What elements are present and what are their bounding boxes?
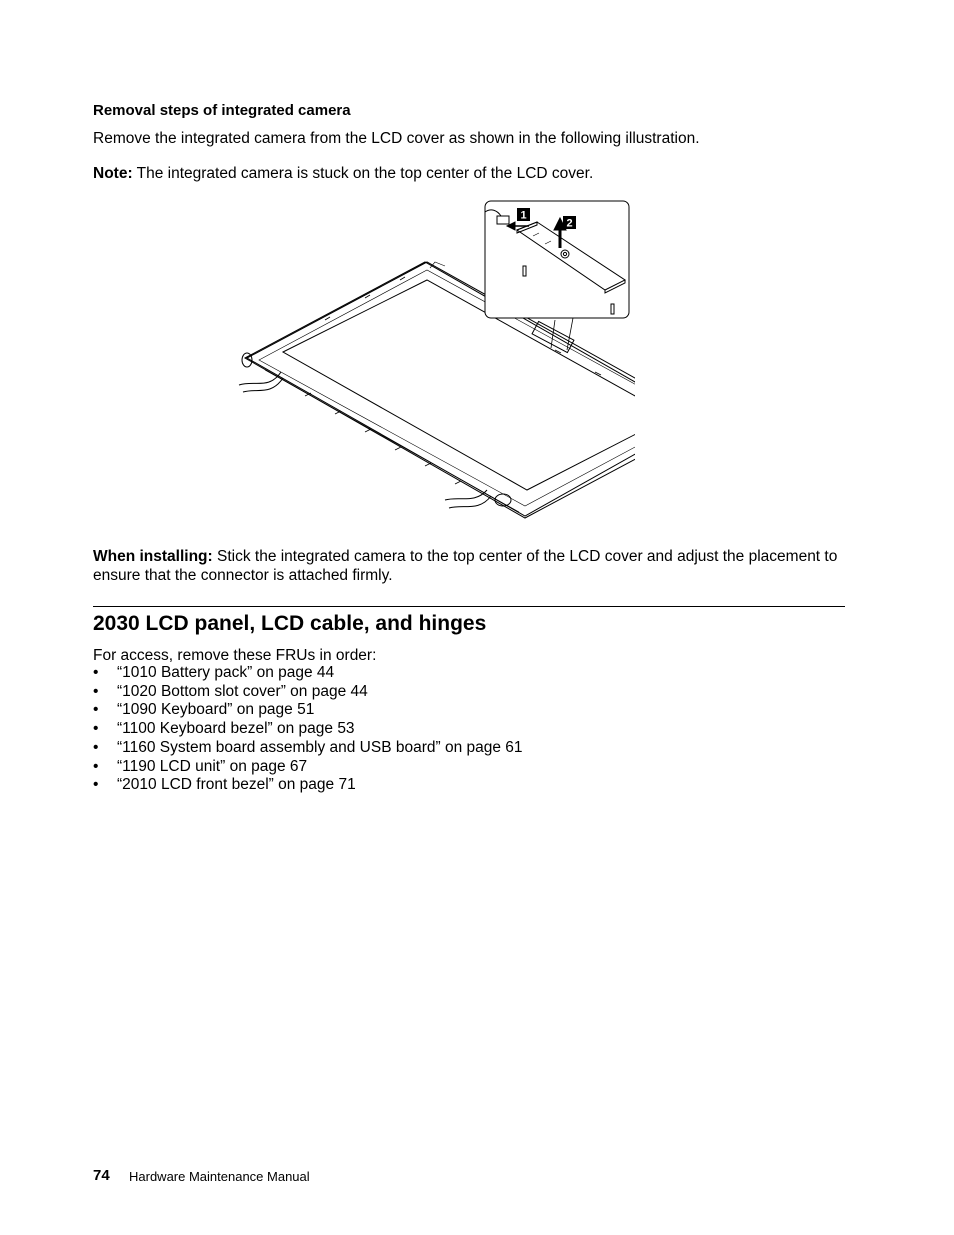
callout-2 (563, 216, 576, 230)
manual-title: Hardware Maintenance Manual (129, 1169, 310, 1184)
fru-link[interactable]: “1090 Keyboard” on page 51 (117, 701, 315, 719)
bullet: • (93, 738, 99, 756)
bullet: • (93, 720, 99, 738)
installing-paragraph (93, 547, 853, 585)
installing-text: Stick the integrated camera to the top center of the LCD cover and adjust the placement to ensure that the connector is attached firmly. (93, 548, 838, 584)
fru-link[interactable]: “1100 Keyboard bezel” on page 53 (117, 720, 355, 738)
list-item (93, 683, 523, 702)
connector-icon (497, 216, 509, 224)
list-item (93, 758, 523, 777)
fru-link[interactable]: “1190 LCD unit” on page 67 (117, 757, 308, 775)
bullet: • (93, 682, 99, 700)
sub-heading: Removal steps of integrated camera (93, 102, 351, 119)
callout-1 (517, 208, 530, 222)
list-item (93, 776, 523, 795)
camera-removal-illustration (235, 200, 635, 520)
section-title: 2030 LCD panel, LCD cable, and hinges (93, 612, 487, 635)
intro-paragraph: Remove the integrated camera from the LCD cover as shown in the following illustration. (93, 130, 700, 147)
fru-link[interactable]: “2010 LCD front bezel” on page 71 (117, 776, 356, 794)
callout-2-label: 2 (566, 217, 573, 230)
note-paragraph (93, 164, 593, 183)
fru-list (93, 664, 523, 795)
bullet: • (93, 776, 99, 794)
installing-label: When installing: (93, 548, 213, 565)
access-intro: For access, remove these FRUs in order: (93, 647, 377, 664)
callout-1-label: 1 (520, 209, 527, 222)
list-item (93, 701, 523, 720)
fru-link[interactable]: “1020 Bottom slot cover” on page 44 (117, 682, 368, 700)
page-number: 74 (93, 1167, 110, 1184)
section-divider (93, 606, 845, 607)
bottom-cable (445, 490, 487, 500)
fru-link[interactable]: “1160 System board assembly and USB board” on page 61 (117, 738, 523, 756)
list-item (93, 739, 523, 758)
note-label: Note: (93, 165, 133, 182)
bullet: • (93, 701, 99, 719)
note-text: The integrated camera is stuck on the top center of the LCD cover. (132, 165, 594, 182)
bullet: • (93, 757, 99, 775)
bullet: • (93, 664, 99, 681)
list-item (93, 664, 523, 683)
list-item (93, 720, 523, 739)
fru-link[interactable]: “1010 Battery pack” on page 44 (117, 664, 335, 681)
